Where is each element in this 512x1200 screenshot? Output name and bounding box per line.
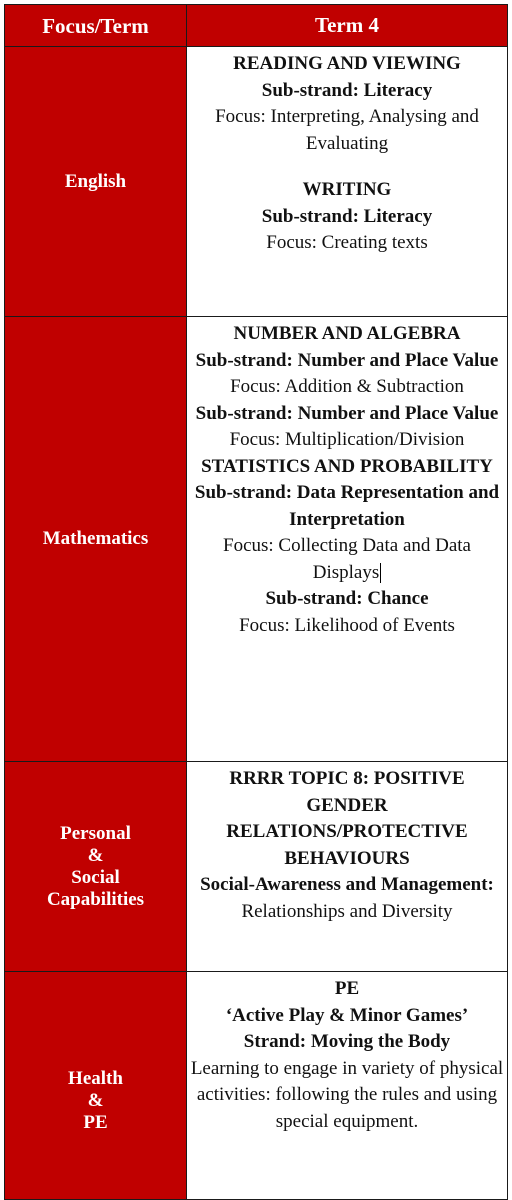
- math-substrand-data: Sub-strand: Data Representation and Interpretation: [194, 482, 500, 530]
- table-row-personal-social: [5, 762, 507, 972]
- english-content: [187, 47, 507, 316]
- math-substrand-chance: Sub-strand: Chance: [265, 588, 429, 609]
- subject-health-line-2: &: [87, 1090, 104, 1111]
- pe-unit-title: ‘Active Play & Minor Games’: [225, 1004, 469, 1026]
- pscap-heading-rrrr: RRRR TOPIC 8: POSITIVE GENDER RELATIONS/PROTECTIVE BEHAVIOURS: [226, 768, 468, 869]
- subject-personal-line-1: Personal: [60, 822, 131, 844]
- math-focus-collecting-data-text: Focus: Collecting Data and Data Displays: [223, 535, 471, 583]
- mathematics-content: [187, 317, 507, 761]
- english-substrand-literacy-2: Sub-strand: Literacy: [261, 205, 433, 227]
- header-term: Term 4: [187, 5, 507, 46]
- table-row-mathematics: [5, 317, 507, 762]
- pscap-relationships: Relationships and Diversity: [241, 900, 453, 922]
- math-substrand-place-value-2: Sub-strand: Number and Place Value: [195, 402, 499, 424]
- subject-personal-line-3: Social: [71, 866, 120, 888]
- subject-health-pe: [5, 972, 187, 1199]
- subject-health-line-3: PE: [83, 1112, 108, 1133]
- text-cursor: [380, 563, 381, 583]
- math-substrand-place-value: Sub-strand: Number and Place Value: [195, 349, 499, 371]
- math-focus-collecting-data[interactable]: [189, 533, 505, 586]
- pe-description: Learning to engage in variety of physical activities: following the rules and using special equipment.: [190, 1057, 504, 1132]
- subject-personal-line-4: Capabilities: [46, 888, 145, 910]
- english-focus-interpreting: Focus: Interpreting, Analysing and Evaluating: [215, 106, 479, 154]
- health-pe-content: [187, 972, 507, 1199]
- subject-personal-social: [5, 762, 187, 971]
- pe-strand: Strand: Moving the Body: [243, 1031, 451, 1052]
- math-focus-addition: Focus: Addition & Subtraction: [230, 376, 464, 397]
- math-heading-statistics: STATISTICS AND PROBABILITY: [201, 455, 493, 477]
- subject-english: English: [5, 47, 187, 316]
- pe-heading: PE: [334, 978, 360, 999]
- pscap-social-awareness: Social-Awareness and Management:: [200, 874, 494, 895]
- math-focus-likelihood: Focus: Likelihood of Events: [239, 614, 455, 636]
- table-row-english: [5, 47, 507, 317]
- curriculum-table: [4, 4, 508, 1200]
- personal-social-content: [187, 762, 507, 971]
- math-focus-multiplication: Focus: Multiplication/Division: [229, 429, 465, 450]
- subject-personal-line-2: &: [87, 844, 104, 866]
- math-heading-number-algebra: NUMBER AND ALGEBRA: [233, 323, 461, 344]
- english-substrand-literacy: Sub-strand: Literacy: [261, 79, 433, 101]
- header-focus-term: Focus/Term: [5, 5, 187, 46]
- subject-health-line-1: Health: [68, 1068, 123, 1089]
- table-header-row: [5, 5, 507, 47]
- english-heading-reading: READING AND VIEWING: [233, 53, 461, 74]
- subject-mathematics: Mathematics: [5, 317, 187, 761]
- english-focus-creating: Focus: Creating texts: [266, 232, 428, 253]
- table-row-health-pe: [5, 972, 507, 1199]
- english-heading-writing: WRITING: [302, 179, 392, 200]
